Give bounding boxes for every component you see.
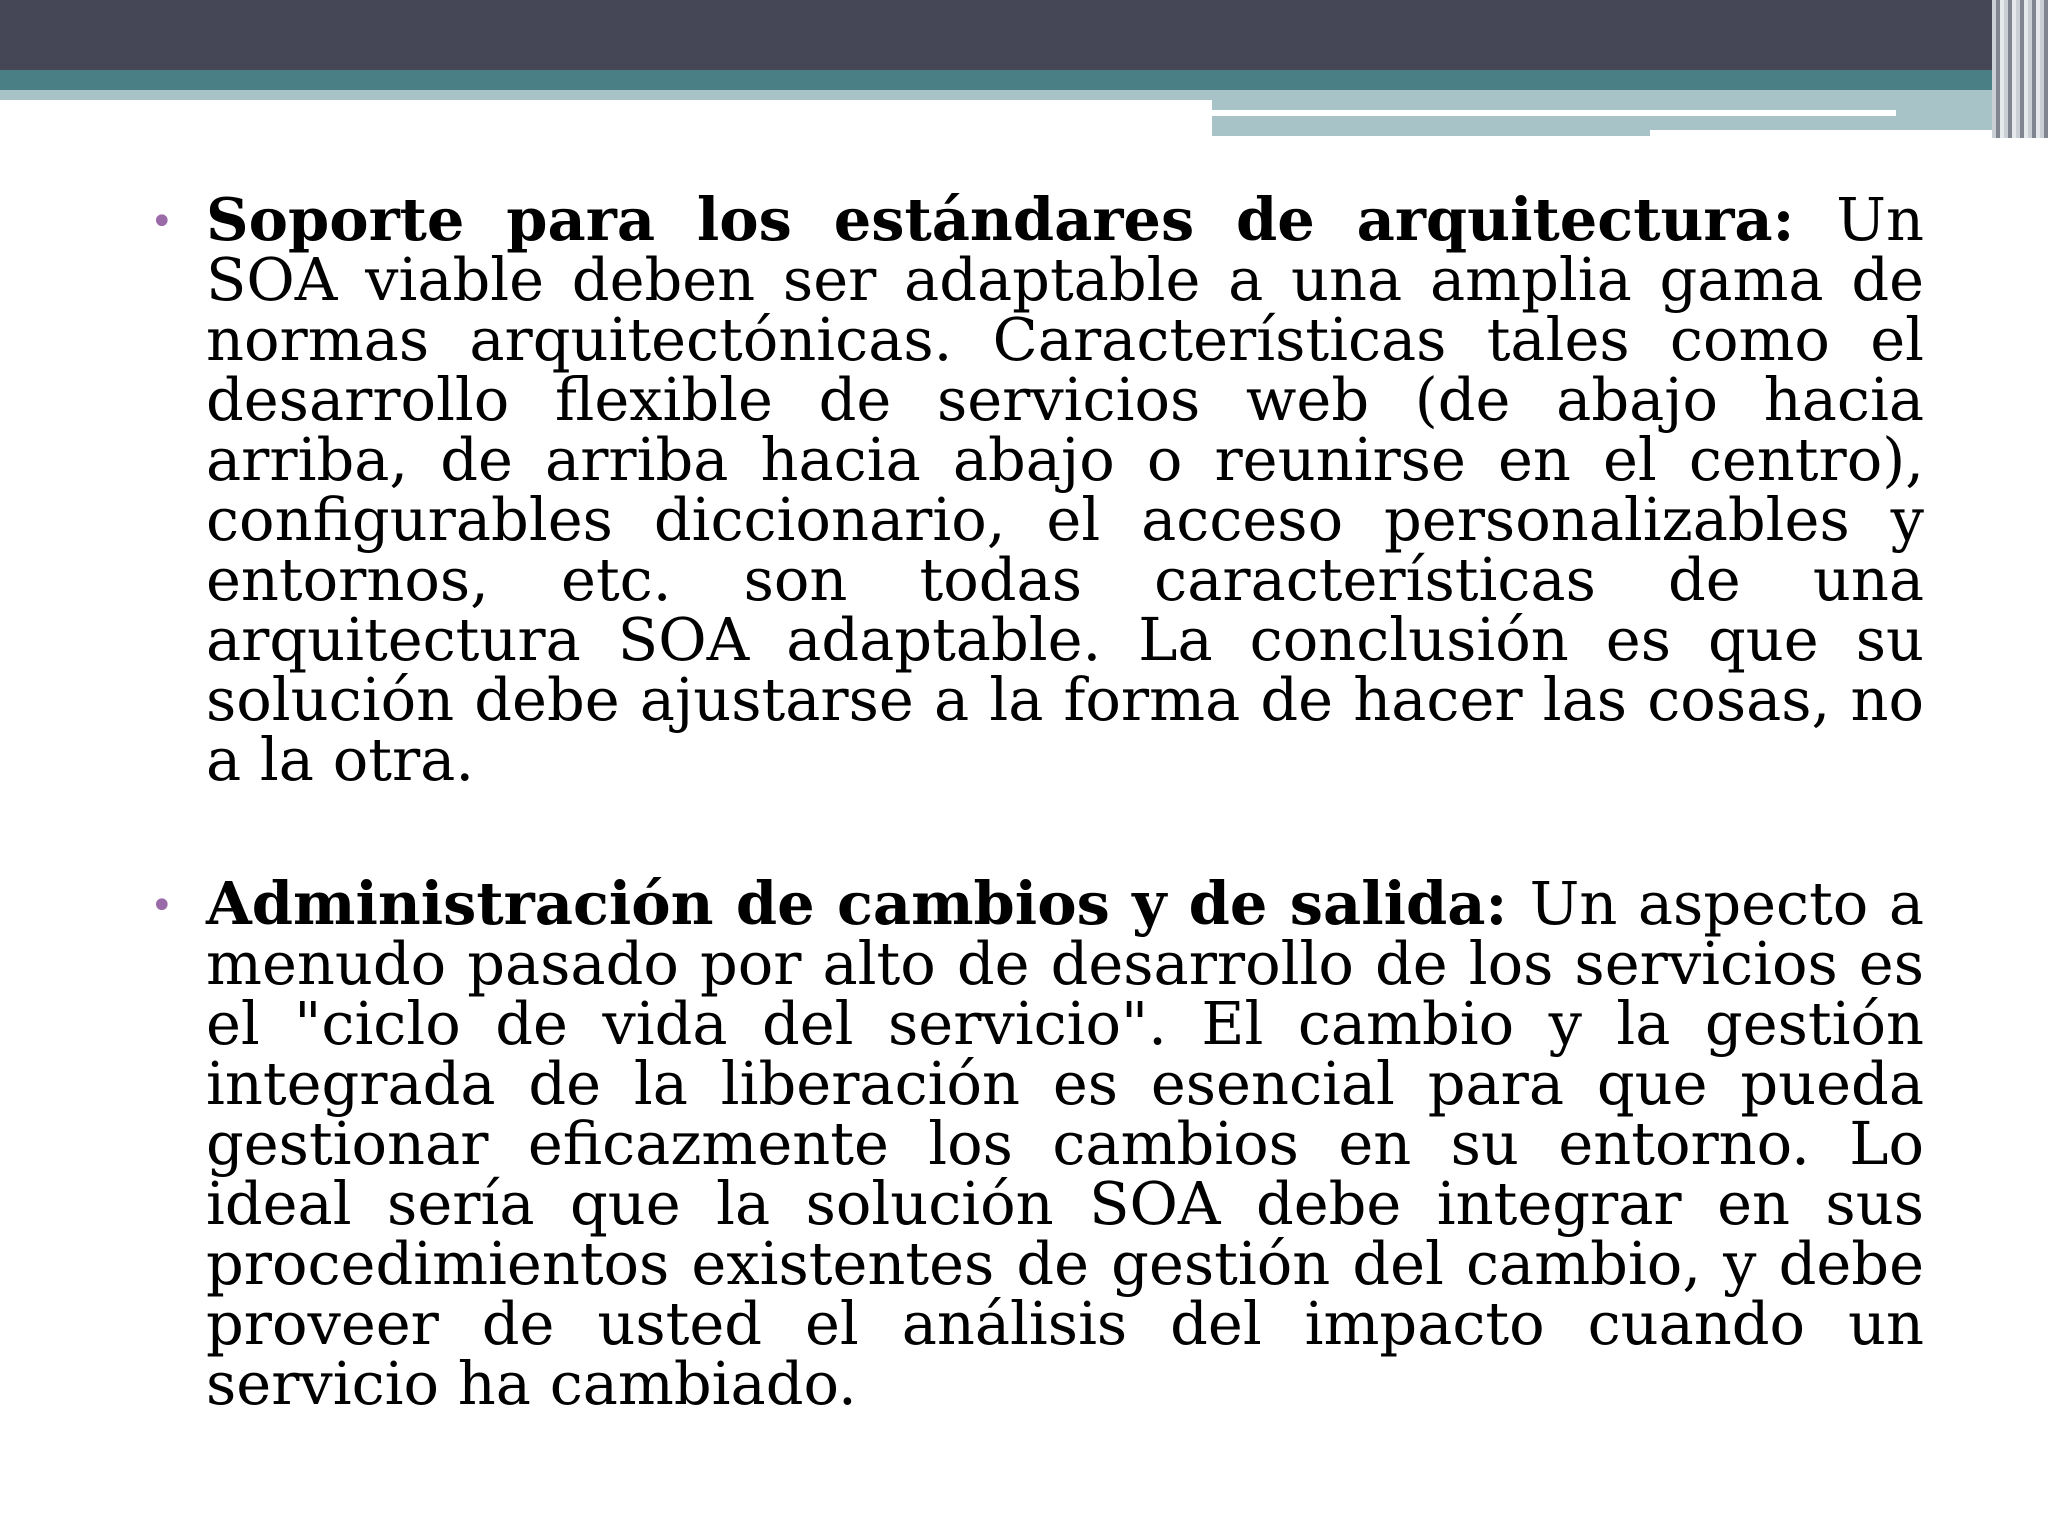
bullet-item-architecture-standards xyxy=(140,185,1924,794)
bullet-dot-icon: • xyxy=(150,199,174,245)
bullet-text: Un aspecto a menudo pasado por alto de desarrollo de los servicios es el "ciclo de vida del servicio". El cambio y la gestión integrada de la liberación es esencial para que pueda gestionar eficazmente los cambios en su entorno. Lo ideal sería que la solución SOA debe integrar en sus procedimientos existentes de gestión del cambio, y debe proveer de usted el análisis del impacto cuando un servicio ha cambiado. xyxy=(206,869,1924,1418)
bullet-item-change-management xyxy=(140,869,1924,1418)
bullet-title: Soporte para los estándares de arquitectura: xyxy=(206,185,1837,254)
header-white-line xyxy=(1212,110,1896,116)
header-dark-bar xyxy=(0,0,2048,70)
header-notch xyxy=(1650,130,2048,136)
header-stripes-decoration xyxy=(1992,0,2048,138)
header-teal-bar xyxy=(0,70,2048,90)
slide-content xyxy=(140,185,1924,1498)
header-light-bar-left xyxy=(0,90,1212,100)
bullet-dot-icon: • xyxy=(150,883,174,929)
bullet-text: Un SOA viable deben ser adaptable a una amplia gama de normas arquitectónicas. Características tales como el desarrollo flexible de servicios web (de abajo hacia arriba, de arriba hacia abajo o reunirse en el centro), configurables diccionario, el acceso personalizables y entornos, etc. son todas características de una arquitectura SOA adaptable. La conclusión es que su solución debe ajustarse a la forma de hacer las cosas, no a la otra. xyxy=(206,185,1924,794)
bullet-title: Administración de cambios y de salida: xyxy=(206,869,1530,938)
